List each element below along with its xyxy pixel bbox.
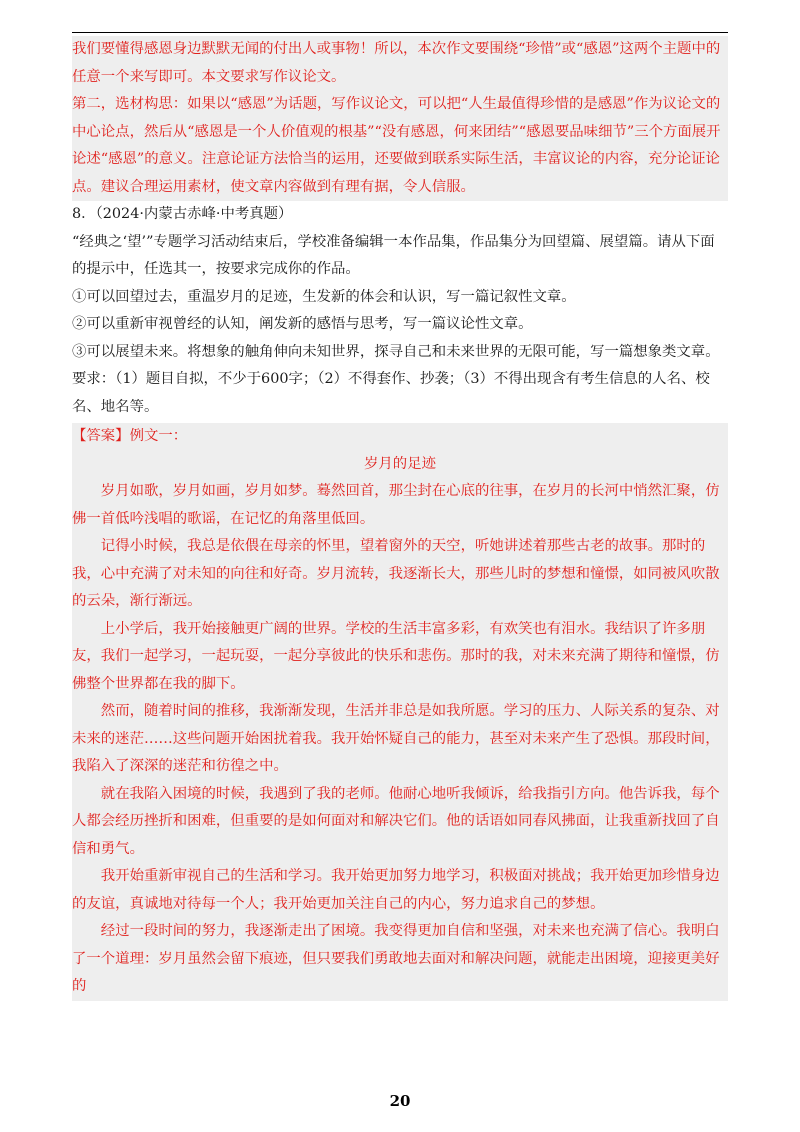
answer-label: 【答案】例文一： — [72, 428, 188, 444]
question-option-2: ②可以重新审视曾经的认知，阐发新的感悟与思考，写一篇议论性文章。 — [72, 316, 533, 332]
page-number: 20 — [389, 1092, 411, 1110]
analysis-block — [72, 36, 728, 201]
question-option-3: ③可以展望未来。将想象的触角伸向未知世界，探寻自己和未来世界的无限可能，写一篇想象类文章。 — [72, 343, 720, 360]
analysis-paragraph-1: 我们要懂得感恩身边默默无闻的付出人或事物！所以，本次作文要围绕“珍惜”或“感恩”这两个主题中的任意一个来写即可。本文要求写作议论文。 — [72, 41, 721, 85]
question-source: 8．（2024·内蒙古赤峰·中考真题） — [72, 206, 293, 222]
essay-paragraph: 记得小时候，我总是依偎在母亲的怀里，望着窗外的天空，听她讲述着那些古老的故事。那时的我，心中充满了对未知的向往和好奇。岁月流转，我逐渐长大，那些儿时的梦想和憧憬，如同被风吹散的云朵，渐行渐远。 — [72, 538, 720, 609]
analysis-paragraph-2: 第二，选材构思：如果以“感恩”为话题，写作议论文，可以把“人生最值得珍惜的是感恩”作为议论文的中心论点，然后从“感恩是一个人价值观的根基”“没有感恩，何来团结”“感恩要品味细节”三个方面展开论述“感恩”的意义。注意论证方法恰当的运用，还要做到联系实际生活，丰富议论的内容，充分论证论点。建议合理运用素材，使文章内容做到有理有据，令人信服。 — [72, 96, 721, 195]
answer-block — [72, 423, 728, 1001]
essay-paragraph: 上小学后，我开始接触更广阔的世界。学校的生活丰富多彩，有欢笑也有泪水。我结识了许多朋友，我们一起学习，一起玩耍，一起分享彼此的快乐和悲伤。那时的我，对未来充满了期待和憧憬，仿佛整个世界都在我的脚下。 — [72, 620, 720, 692]
question-block — [72, 201, 728, 421]
essay-paragraph: 岁月如歌，岁月如画，岁月如梦。蓦然回首，那尘封在心底的往事，在岁月的长河中悄然汇聚，仿佛一首低吟浅唱的歌谣，在记忆的角落里低回。 — [72, 483, 720, 527]
question-requirements: 要求：（1）题目自拟，不少于600字；（2）不得套作、抄袭；（3）不得出现含有考生信息的人名、校名、地名等。 — [72, 371, 710, 415]
question-option-1: ①可以回望过去，重温岁月的足迹，生发新的体会和认识，写一篇记叙性文章。 — [72, 288, 576, 305]
essay-paragraph: 就在我陷入困境的时候，我遇到了我的老师。他耐心地听我倾诉，给我指引方向。他告诉我，每个人都会经历挫折和困难，但重要的是如何面对和解决它们。他的话语如同春风拂面，让我重新找回了自信和勇气。 — [72, 785, 720, 857]
page-content — [72, 36, 728, 1001]
essay-title: 岁月的足迹 — [364, 455, 436, 472]
essay-paragraph: 然而，随着时间的推移，我渐渐发现，生活并非总是如我所愿。学习的压力、人际关系的复杂、对未来的迷茫……这些问题开始困扰着我。我开始怀疑自己的能力，甚至对未来产生了恐惧。那段时间，我陷入了深深的迷茫和彷徨之中。 — [72, 703, 720, 774]
essay-paragraph: 经过一段时间的努力，我逐渐走出了困境。我变得更加自信和坚强，对未来也充满了信心。我明白了一个道理：岁月虽然会留下痕迹，但只要我们勇敢地去面对和解决问题，就能走出困境，迎接更美好的 — [72, 923, 720, 994]
essay-paragraph: 我开始重新审视自己的生活和学习。我开始更加努力地学习，积极面对挑战；我开始更加珍惜身边的友谊，真诚地对待每一个人；我开始更加关注自己的内心，努力追求自己的梦想。 — [72, 868, 720, 912]
header-rule — [72, 32, 728, 33]
question-prompt: “经典之‘望’”专题学习活动结束后，学校准备编辑一本作品集，作品集分为回望篇、展望篇。请从下面的提示中，任选其一，按要求完成你的作品。 — [72, 233, 715, 277]
